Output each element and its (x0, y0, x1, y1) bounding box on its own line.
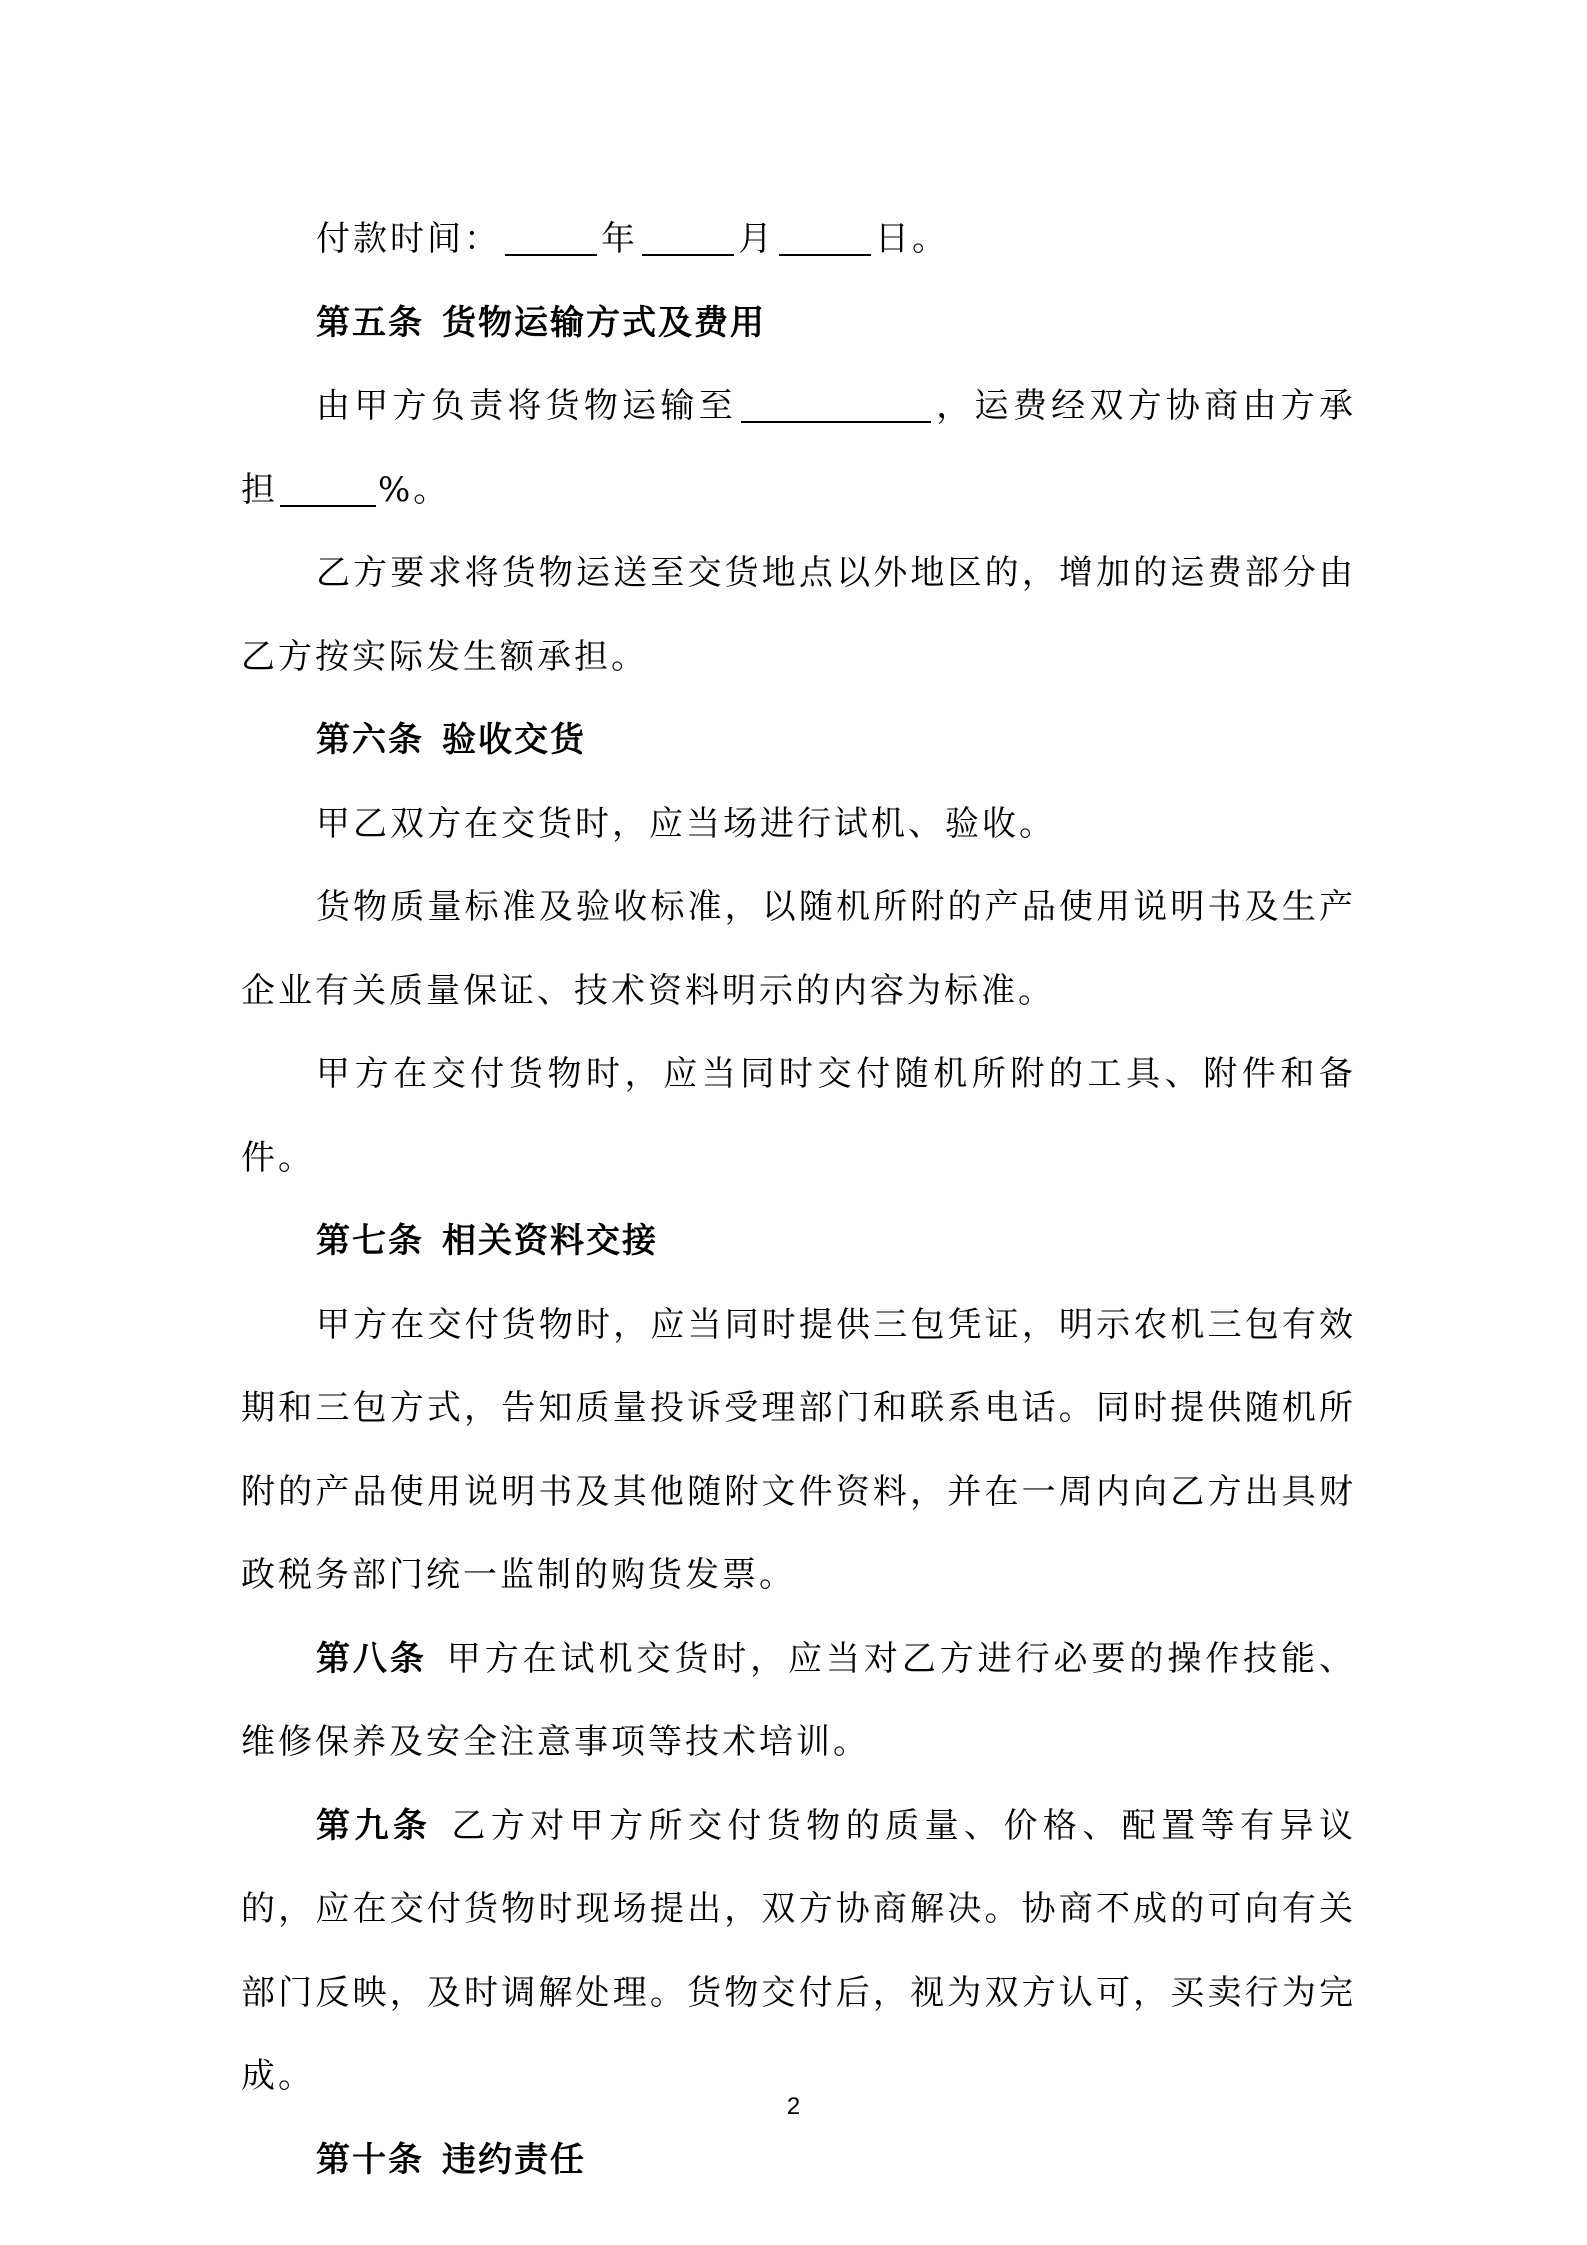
article-7-paragraph-1: 甲方在交付货物时，应当同时提供三包凭证，明示农机三包有效期和三包方式，告知质量投诉受理部门和联系电话。同时提供随机所附的产品使用说明书及其他随附文件资料，并在一周内向乙方出具财政税务部门统一监制的购货发票。 (241, 1304, 1356, 1595)
article-6-heading (241, 699, 1356, 783)
article-8-paragraph (241, 1618, 1356, 1785)
article-7-title: 相关资料交接 (442, 1221, 658, 1261)
article-9-paragraph (241, 1785, 1356, 2119)
article-5-p1-text-c: %。 (378, 469, 451, 510)
article-8-number: 第八条 (316, 1638, 427, 1679)
article-7-number: 第七条 (316, 1221, 424, 1261)
article-5-p1-text-a: 由甲方负责将货物运输至 (316, 386, 737, 426)
article-7-heading (241, 1200, 1356, 1284)
day-text: 日。 (875, 219, 949, 259)
article-6-paragraph-3: 甲方在交付货物时，应当同时交付随机所附的工具、附件和备件。 (241, 1054, 1356, 1178)
article-5-title: 货物运输方式及费用 (442, 302, 766, 343)
article-6-number: 第六条 (316, 720, 424, 760)
destination-blank (741, 387, 931, 423)
year-text: 年 (601, 219, 638, 259)
day-blank (779, 220, 871, 256)
article-6-paragraph-2: 货物质量标准及验收标准，以随机所附的产品使用说明书及生产企业有关质量保证、技术资料明示的内容为标准。 (241, 887, 1356, 1011)
payment-time-label: 付款时间： (316, 219, 501, 259)
article-5-p1-text-b: ，运费经双方协商由方承担 (241, 386, 1356, 510)
article-5-number: 第五条 (316, 302, 424, 343)
article-10-heading (241, 2119, 1356, 2203)
article-5-paragraph-2: 乙方要求将货物运送至交货地点以外地区的，增加的运费部分由乙方按实际发生额承担。 (241, 553, 1356, 677)
document-body (241, 198, 1356, 2202)
article-8-text: 甲方在试机交货时，应当对乙方进行必要的操作技能、维修保养及安全注意事项等技术培训。 (241, 1638, 1357, 1762)
article-9-number: 第九条 (316, 1805, 432, 1846)
article-5-heading (241, 282, 1356, 366)
article-10-title: 违约责任 (442, 2139, 586, 2180)
article-6-title: 验收交货 (442, 720, 586, 760)
page-number: 2 (786, 2093, 801, 2120)
article-9-text: 乙方对甲方所交付货物的质量、价格、配置等有异议的，应在交付货物时现场提出，双方协商解决。协商不成的可向有关部门反映，及时调解处理。货物交付后，视为双方认可，买卖行为完成。 (241, 1805, 1357, 2096)
year-blank (505, 220, 597, 256)
article-10-number: 第十条 (316, 2139, 424, 2180)
article-5-paragraph-1 (241, 365, 1356, 532)
payment-time-line (241, 198, 1356, 282)
month-blank (642, 220, 734, 256)
percent-blank (280, 471, 376, 507)
month-text: 月 (738, 219, 775, 259)
article-6-paragraph-1: 甲乙双方在交货时，应当场进行试机、验收。 (316, 803, 1056, 844)
